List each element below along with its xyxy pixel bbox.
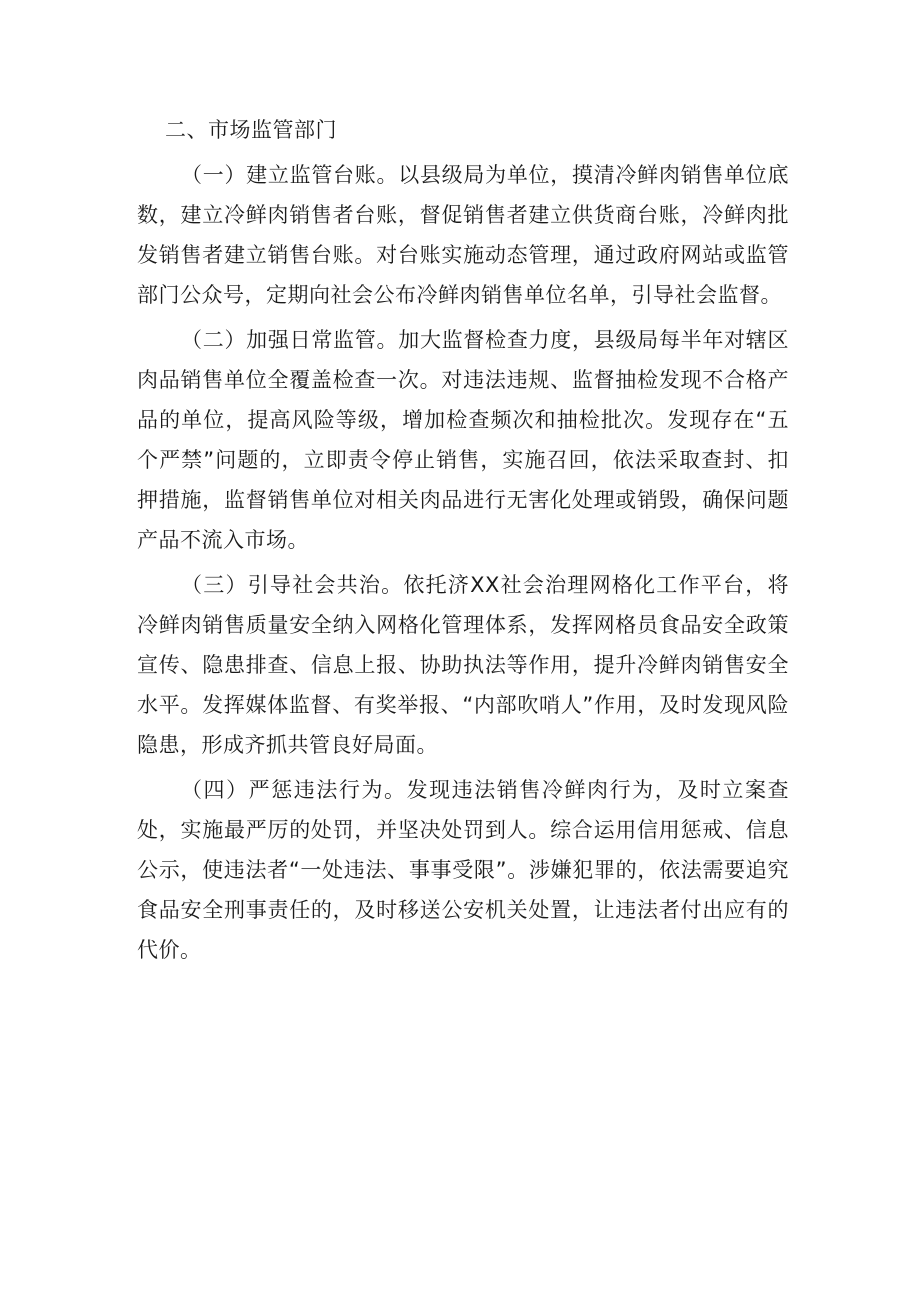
paragraph-2: （二）加强日常监管。加大监督检查力度，县级局每半年对辖区肉品销售单位全覆盖检查一次。对违法违规、监督抽检发现不合格产品的单位，提高风险等级，增加检查频次和抽检批次。发现存在“五个严禁”问题的，立即责令停止销售，实施召回，依法采取查封、扣押措施，监督销售单位对相关肉品进行无害化处理或销毁，确保问题产品不流入市场。 [137,328,789,552]
paragraph-3: （三）引导社会共治。依托济XX社会治理网格化工作平台，将冷鲜肉销售质量安全纳入网格化管理体系，发挥网格员食品安全政策宣传、隐患排查、信息上报、协助执法等作用，提升冷鲜肉销售安全水平。发挥媒体监督、有奖举报、“内部吹哨人”作用，及时发现风险隐患，形成齐抓共管良好局面。 [137,573,789,757]
document-body [137,110,789,975]
section-heading: 二、市场监管部门 [165,118,337,142]
paragraph-4: （四）严惩违法行为。发现违法销售冷鲜肉行为，及时立案查处，实施最严厉的处罚，并坚决处罚到人。综合运用信用惩戒、信息公示，使违法者“一处违法、事事受限”。涉嫌犯罪的，依法需要追究食品安全刑事责任的，及时移送公安机关处置，让违法者付出应有的代价。 [137,778,789,962]
paragraph-1: （一）建立监管台账。以县级局为单位，摸清冷鲜肉销售单位底数，建立冷鲜肉销售者台账，督促销售者建立供货商台账，冷鲜肉批发销售者建立销售台账。对台账实施动态管理，通过政府网站或监管部门公众号，定期向社会公布冷鲜肉销售单位名单，引导社会监督。 [137,163,789,307]
